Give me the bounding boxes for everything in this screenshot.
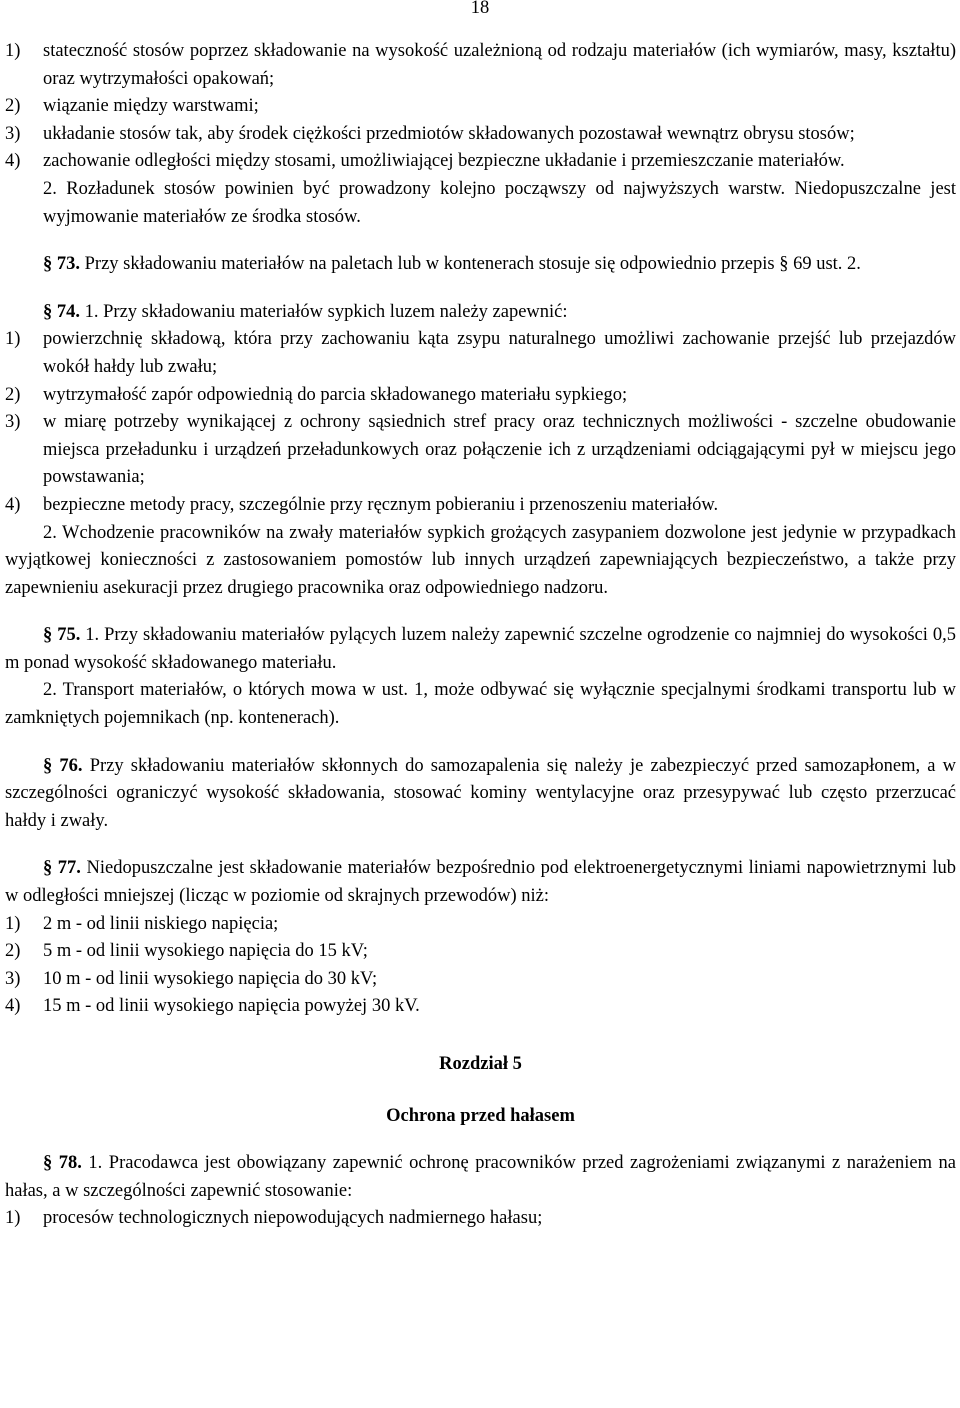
section-mark: § 77. [43, 858, 81, 879]
list-number: 2) [5, 384, 21, 405]
section-mark: § 78. [43, 1153, 82, 1174]
chapter-title: Ochrona przed hałasem [386, 1105, 575, 1126]
list-number: 1) [5, 41, 21, 61]
list-text: wiązanie między warstwami; [43, 96, 259, 117]
list-text: wytrzymałość zapór odpowiednią do parcia składowanego materiału sypkiego; [43, 384, 628, 405]
list-item [5, 1205, 956, 1233]
document-body [5, 38, 956, 1233]
list-number: 4) [5, 151, 21, 172]
list-item [5, 93, 956, 121]
list-number: 4) [5, 996, 21, 1017]
section-text: 1. Przy składowaniu materiałów pylących luzem należy zapewnić szczelne ogrodzenie co najmniej do wysokości 0,5 m ponad wysokość składowanego materiału. [5, 625, 956, 673]
list-item [5, 966, 956, 994]
paragraph-text: 2. Wchodzenie pracowników na zwały materiałów sypkich grożących zasypaniem dozwolone jest jedynie w przypadkach wyjątkowej konieczności z zastosowaniem pomostów lub innych urządzeń zapewniających bezpieczeństwo, a także przy zapewnieniu asekuracji przez drugiego pracownika oraz odpowiedniego nadzoru. [5, 522, 956, 598]
list-item [5, 326, 956, 381]
section-text: Przy składowaniu materiałów na paletach lub w kontenerach stosuje się odpowiednio przepis § 69 ust. 2. [80, 254, 861, 275]
paragraph [5, 520, 956, 603]
section-mark: § 73. [43, 254, 80, 275]
section-76 [5, 753, 956, 836]
list-text: 5 m - od linii wysokiego napięcia do 15 kV; [43, 941, 368, 962]
list-text: stateczność stosów poprzez składowanie na wysokość uzależnioną od rodzaju materiałów (ich wymiarów, masy, kształtu) oraz wytrzymałości opakowań; [43, 41, 956, 89]
list-text: zachowanie odległości między stosami, umożliwiającej bezpieczne układanie i przemieszczanie materiałów. [43, 151, 845, 172]
paragraph [5, 677, 956, 732]
section-text: 1. Przy składowaniu materiałów sypkich luzem należy zapewnić: [80, 301, 568, 322]
section-mark: § 75. [43, 625, 81, 646]
section-text: 1. Pracodawca jest obowiązany zapewnić ochronę pracowników przed zagrożeniami związanymi z narażeniem na hałas, a w szczególności zapewnić stosowanie: [5, 1153, 956, 1201]
section-78 [5, 1150, 956, 1205]
section-mark: § 76. [43, 755, 83, 776]
list-item [5, 993, 956, 1021]
list-item [5, 492, 956, 520]
list-item [5, 38, 956, 93]
list-number: 2) [5, 941, 21, 962]
list-item [5, 409, 956, 492]
list-text: 2 m - od linii niskiego napięcia; [43, 913, 279, 934]
page-number: 18 [470, 0, 490, 18]
section-text: Niedopuszczalne jest składowanie materiałów bezpośrednio pod elektroenergetycznymi liniami napowietrznymi lub w odległości mniejszej (licząc w poziomie od skrajnych przewodów) niż: [5, 858, 957, 907]
list-item [5, 911, 956, 939]
paragraph-text: 2. Transport materiałów, o których mowa w ust. 1, może odbywać się wyłącznie specjalnymi środkami transportu lub w zamkniętych pojemnikach (np. kontenerach). [5, 680, 956, 729]
section-74-intro [5, 299, 956, 327]
list-item [5, 148, 956, 176]
list-number: 3) [5, 968, 21, 989]
list-text: w miarę potrzeby wynikającej z ochrony sąsiednich stref pracy oraz technicznych możliwości - szczelne obudowanie miejsca przeładunku i urządzeń przeładunkowych oraz połączenie ich z urządzeniami odciągającymi pył w miejscu jego powstawania; [43, 412, 956, 488]
list-text: procesów technologicznych niepowodujących nadmiernego hałasu; [43, 1208, 543, 1229]
list-text: 10 m - od linii wysokiego napięcia do 30 kV; [43, 968, 378, 989]
list-number: 1) [5, 1208, 21, 1229]
section-text: Przy składowaniu materiałów skłonnych do samozapalenia się należy je zabezpieczyć przed samozapłonem, a w szczególności ograniczyć wysokość składowania, stosować kominy wentylacyjne oraz przesypywać lub często przerzucać hałdy i zwały. [5, 755, 956, 831]
list-number: 1) [5, 913, 21, 934]
section-77 [5, 855, 956, 910]
paragraph [5, 176, 956, 231]
list-number: 3) [5, 412, 21, 433]
list-item [5, 121, 956, 149]
list-number: 2) [5, 96, 21, 117]
list-number: 1) [5, 329, 21, 350]
section-73 [0, 251, 956, 279]
list-text: 15 m - od linii wysokiego napięcia powyżej 30 kV. [43, 996, 420, 1017]
list-text: bezpieczne metody pracy, szczególnie przy ręcznym pobieraniu i przenoszeniu materiałów. [43, 494, 719, 515]
list-item [5, 938, 956, 966]
list-text: powierzchnię składową, która przy zachowaniu kąta zsypu naturalnego umożliwi zachowanie przejść lub przejazdów wokół hałdy lub zwału; [43, 329, 956, 377]
section-75 [5, 622, 956, 677]
list-item [5, 382, 956, 410]
section-mark: § 74. [43, 301, 80, 322]
chapter-number: Rozdział 5 [439, 1054, 522, 1074]
list-number: 4) [5, 494, 21, 515]
list-text: układanie stosów tak, aby środek ciężkości przedmiotów składowanych pozostawał wewnątrz obrysu stosów; [43, 123, 855, 144]
paragraph-text: 2. Rozładunek stosów powinien być prowadzony kolejno począwszy od najwyższych warstw. Niedopuszczalne jest wyjmowanie materiałów ze środka stosów. [43, 178, 956, 227]
list-number: 3) [5, 123, 21, 144]
